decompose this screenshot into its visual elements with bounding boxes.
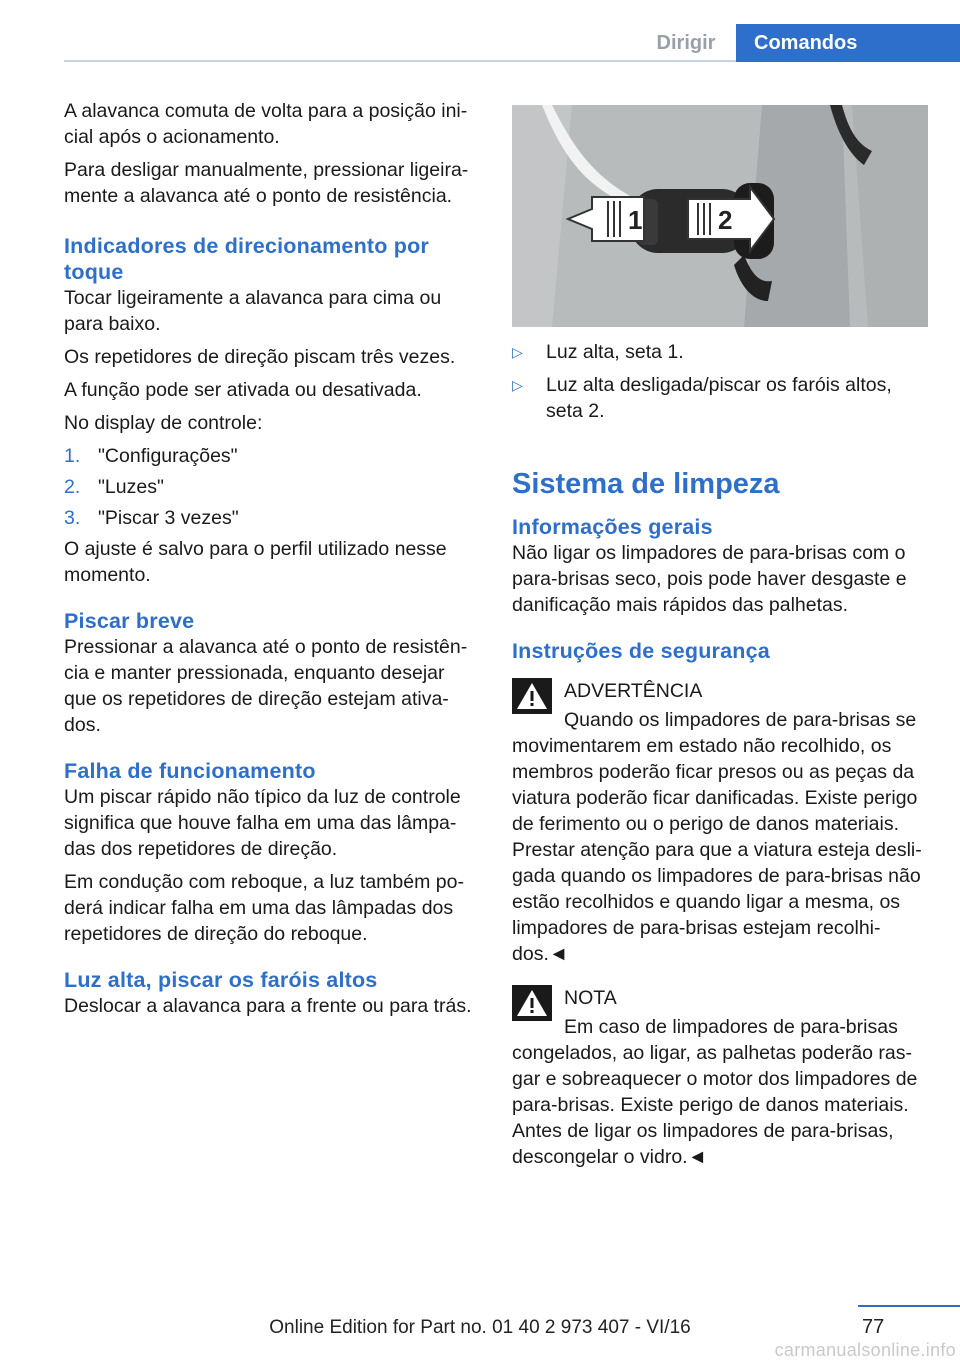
turn-signal-lever-illustration	[512, 105, 928, 327]
paragraph: Tocar ligeiramente a alavanca para cima ou para baixo.	[64, 287, 442, 335]
settings-steps-list	[64, 443, 478, 531]
arrow-2-label: 2	[718, 205, 733, 235]
warning-triangle-icon	[512, 985, 552, 1021]
warning-text-first-line: Quando os limpadores de para-brisas se	[564, 709, 917, 731]
heading-wiper-system: Sistema de limpeza	[512, 468, 780, 500]
bullet-text: Luz alta, seta 1.	[546, 341, 684, 363]
page-number-rule	[858, 1305, 960, 1307]
header-chapter-tab: Comandos	[736, 24, 960, 62]
paragraph: A alavanca comuta de volta para a posição ini-cial após o acionamento.	[64, 100, 468, 148]
note-text-first-line: Em caso de limpadores de para-brisas	[564, 1016, 898, 1038]
triangle-bullet-icon: ▷	[512, 344, 523, 360]
edition-footer: Online Edition for Part no. 01 40 2 973 407 - VI/16	[269, 1317, 691, 1338]
paragraph: Deslocar a alavanca para a frente ou para trás.	[64, 995, 472, 1017]
watermark: carmanualsonline.info	[774, 1340, 956, 1360]
heading-safety: Instruções de segurança	[512, 639, 770, 663]
heading-touch-indicators: Indicadores de direcionamento por toque	[64, 234, 430, 284]
arrow-1-label: 1	[628, 205, 643, 235]
list-item	[64, 505, 478, 531]
warning-block	[512, 678, 928, 967]
paragraph: Pressionar a alavanca até o ponto de resistên-cia e manter pressionada, enquanto desejar que os repetidores de direção estejam ativa-dos.	[64, 636, 468, 736]
heading-high-beam: Luz alta, piscar os faróis altos	[64, 968, 378, 992]
warning-triangle-icon	[512, 678, 552, 714]
list-item	[512, 372, 928, 424]
bullet-text: Luz alta desligada/piscar os faróis altos, seta 2.	[546, 374, 892, 422]
paragraph: Um piscar rápido não típico da luz de controle significa que houve falha em uma das lâmpa-das dos repetidores de direção.	[64, 786, 461, 860]
page-number: 77	[862, 1316, 885, 1338]
step-text: "Configurações"	[98, 445, 238, 467]
warning-title: ADVERTÊNCIA	[564, 680, 703, 702]
step-text: "Luzes"	[98, 476, 164, 498]
step-text: "Piscar 3 vezes"	[98, 507, 239, 529]
paragraph: Para desligar manualmente, pressionar ligeira-mente a alavanca até o ponto de resistência.	[64, 159, 469, 207]
header-section-label: Dirigir	[656, 32, 716, 54]
note-text: congelados, ao ligar, as palhetas poderão ras-gar e sobreaquecer o motor dos limpadores de para-brisas. Existe perigo de danos materiais. Antes de ligar os limpadores de para-brisas, descongelar o vidro.◄	[512, 1042, 918, 1168]
paragraph: O ajuste é salvo para o perfil utilizado nesse momento.	[64, 538, 447, 586]
list-item	[64, 474, 478, 500]
paragraph: Em condução com reboque, a luz também po-derá indicar falha em uma das lâmpadas dos repetidores de direção do reboque.	[64, 871, 464, 945]
paragraph: Não ligar os limpadores de para-brisas com o para-brisas seco, pois pode haver desgaste e danificação mais rápidos das palhetas.	[512, 542, 907, 616]
heading-brief-flash: Piscar breve	[64, 609, 195, 633]
step-number: 2.	[64, 476, 81, 498]
paragraph: No display de controle:	[64, 412, 263, 434]
heading-malfunction: Falha de funcionamento	[64, 759, 316, 783]
heading-general-info: Informações gerais	[512, 515, 713, 539]
arrow-legend-list	[512, 339, 928, 424]
triangle-bullet-icon: ▷	[512, 377, 523, 393]
warning-text: movimentarem em estado não recolhido, os membros poderão ficar presos ou as peças da viatura poderão ficar danificadas. Existe perigo de ferimento ou o perigo de danos materiais. Prestar atenção para que a viatura esteja desli-gada quando os limpadores de para-brisas não estão recolhidos e quando ligar a mesma, os limpadores de para-brisas estejam recolhi-dos.◄	[512, 735, 922, 965]
left-column	[64, 98, 478, 1026]
note-title: NOTA	[564, 987, 617, 1009]
list-item	[512, 339, 928, 365]
step-number: 3.	[64, 507, 81, 529]
lever-illustration-svg	[512, 105, 928, 327]
note-block	[512, 985, 928, 1170]
right-column	[512, 105, 928, 1170]
paragraph: A função pode ser ativada ou desativada.	[64, 379, 422, 401]
step-number: 1.	[64, 445, 81, 467]
paragraph: Os repetidores de direção piscam três vezes.	[64, 346, 456, 368]
list-item	[64, 443, 478, 469]
